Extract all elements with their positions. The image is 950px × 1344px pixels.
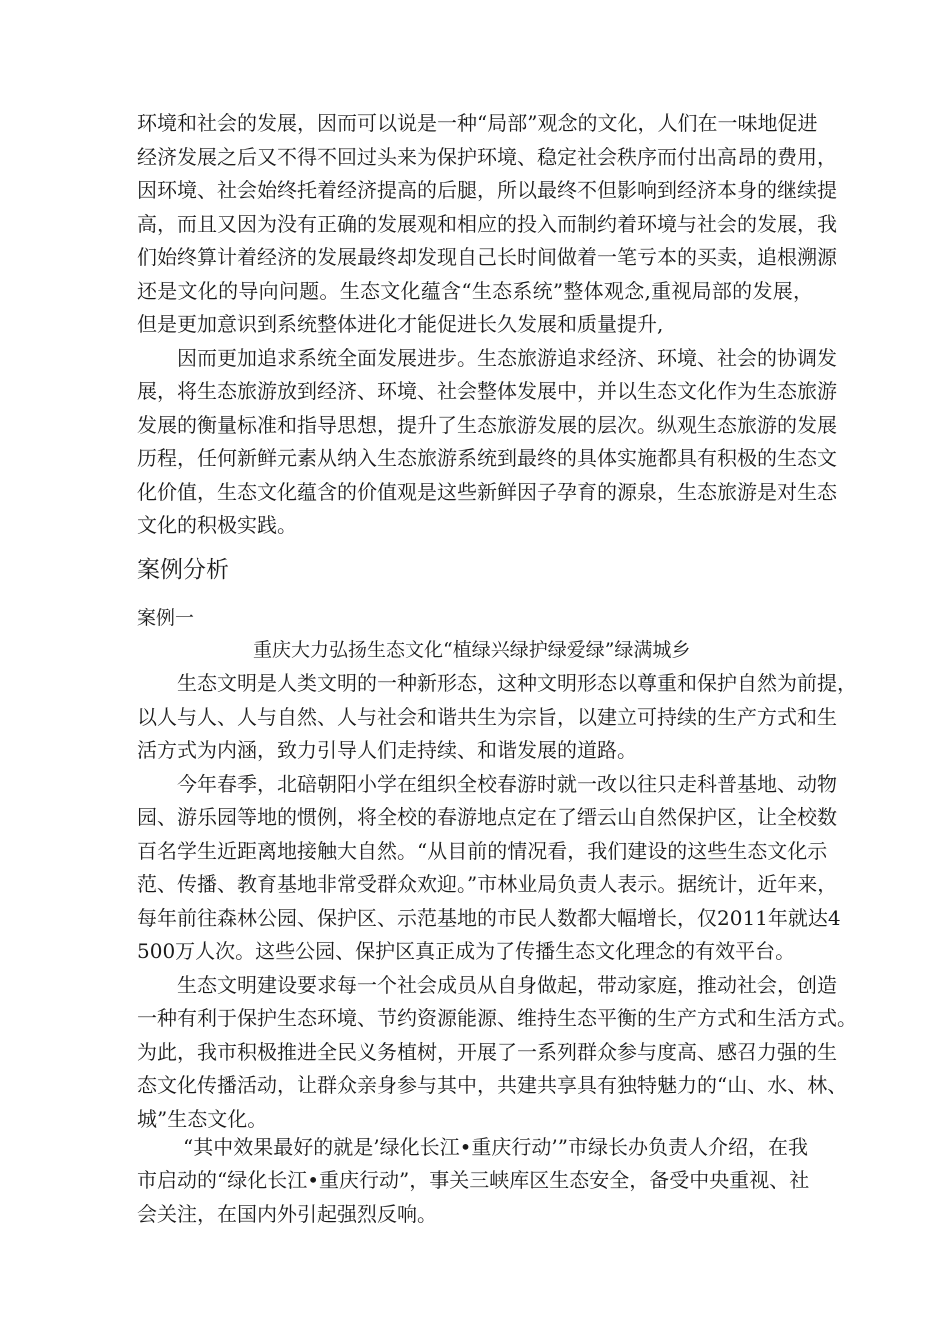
case-title: 重庆大力弘扬生态文化“植绿兴绿护绿爱绿”绿满城乡 [253,639,691,661]
text-line: 一种有利于保护生态环境、节约资源能源、维持生态平衡的生产方式和生活方式。 [137,1006,857,1030]
text-line: 展，将生态旅游放到经济、环境、社会整体发展中，并以生态文化作为生态旅游 [137,379,837,403]
text-line: 生态文明建设要求每一个社会成员从自身做起，带动家庭，推动社会，创造 [177,973,837,997]
text-line: 活方式为内涵，致力引导人们走持续、和谐发展的道路。 [137,738,637,762]
text-line: 态文化传播活动，让群众亲身参与其中，共建共享具有独特魅力的“山、水、林、 [137,1073,848,1097]
text-line: “其中效果最好的就是’绿化长江•重庆行动’”市绿长办负责人介绍，在我 [183,1135,808,1159]
text-line: 因而更加追求系统全面发展进步。生态旅游追求经济、环境、社会的协调发 [177,346,837,370]
text-line: 文化的积极实践。 [137,513,297,537]
text-line: 城”生态文化。 [137,1107,268,1131]
text-line: 还是文化的导向问题。生态文化蕴含“生态系统”整体观念,重视局部的发展， [137,279,813,303]
text-line: 百名学生近距离地接触大自然。“从目前的情况看，我们建设的这些生态文化示 [137,839,828,863]
text-line: 为此，我市积极推进全民义务植树，开展了一系列群众参与度高、感召力强的生 [137,1040,837,1064]
text-line: 历程，任何新鲜元素从纳入生态旅游系统到最终的具体实施都具有积极的生态文 [137,446,837,470]
text-line: 每年前往森林公园、保护区、示范基地的市民人数都大幅增长，仅2011年就达4 [137,906,841,930]
text-line: 环境和社会的发展，因而可以说是一种“局部”观念的文化，人们在一味地促进 [137,111,818,135]
section-heading: 案例分析 [137,557,229,583]
case-label: 案例一 [137,607,195,629]
text-line: 市启动的“绿化长江•重庆行动”，事关三峡库区生态安全，备受中央重视、社 [137,1168,810,1192]
text-line: 范、传播、教育基地非常受群众欢迎。”市林业局负责人表示。据统计，近年来， [137,872,838,896]
text-line: 经济发展之后又不得不回过头来为保护环境、稳定社会秩序而付出高昂的费用， [137,145,837,169]
text-line: 发展的衡量标准和指导思想，提升了生态旅游发展的层次。纵观生态旅游的发展 [137,413,837,437]
text-line: 生态文明是人类文明的一种新形态，这种文明形态以尊重和保护自然为前提， [177,671,857,695]
text-line: 500万人次。这些公园、保护区真正成为了传播生态文化理念的有效平台。 [137,939,796,963]
text-line: 高，而且又因为没有正确的发展观和相应的投入而制约着环境与社会的发展，我 [137,212,837,236]
text-line: 但是更加意识到系统整体进化才能促进长久发展和质量提升, [137,312,664,336]
text-line: 会关注，在国内外引起强烈反响。 [137,1202,437,1226]
text-line: 以人与人、人与自然、人与社会和谐共生为宗旨，以建立可持续的生产方式和生 [137,705,837,729]
text-line: 化价值，生态文化蕴含的价值观是这些新鲜因子孕育的源泉，生态旅游是对生态 [137,480,837,504]
text-line: 园、游乐园等地的惯例，将全校的春游地点定在了缙云山自然保护区，让全校数 [137,805,837,829]
text-line: 因环境、社会始终托着经济提高的后腿，所以最终不但影响到经济本身的继续提 [137,178,837,202]
text-line: 今年春季，北碚朝阳小学在组织全校春游时就一改以往只走科普基地、动物 [177,772,837,796]
text-line: 们始终算计着经济的发展最终却发现自己长时间做着一笔亏本的买卖，追根溯源 [137,245,837,269]
